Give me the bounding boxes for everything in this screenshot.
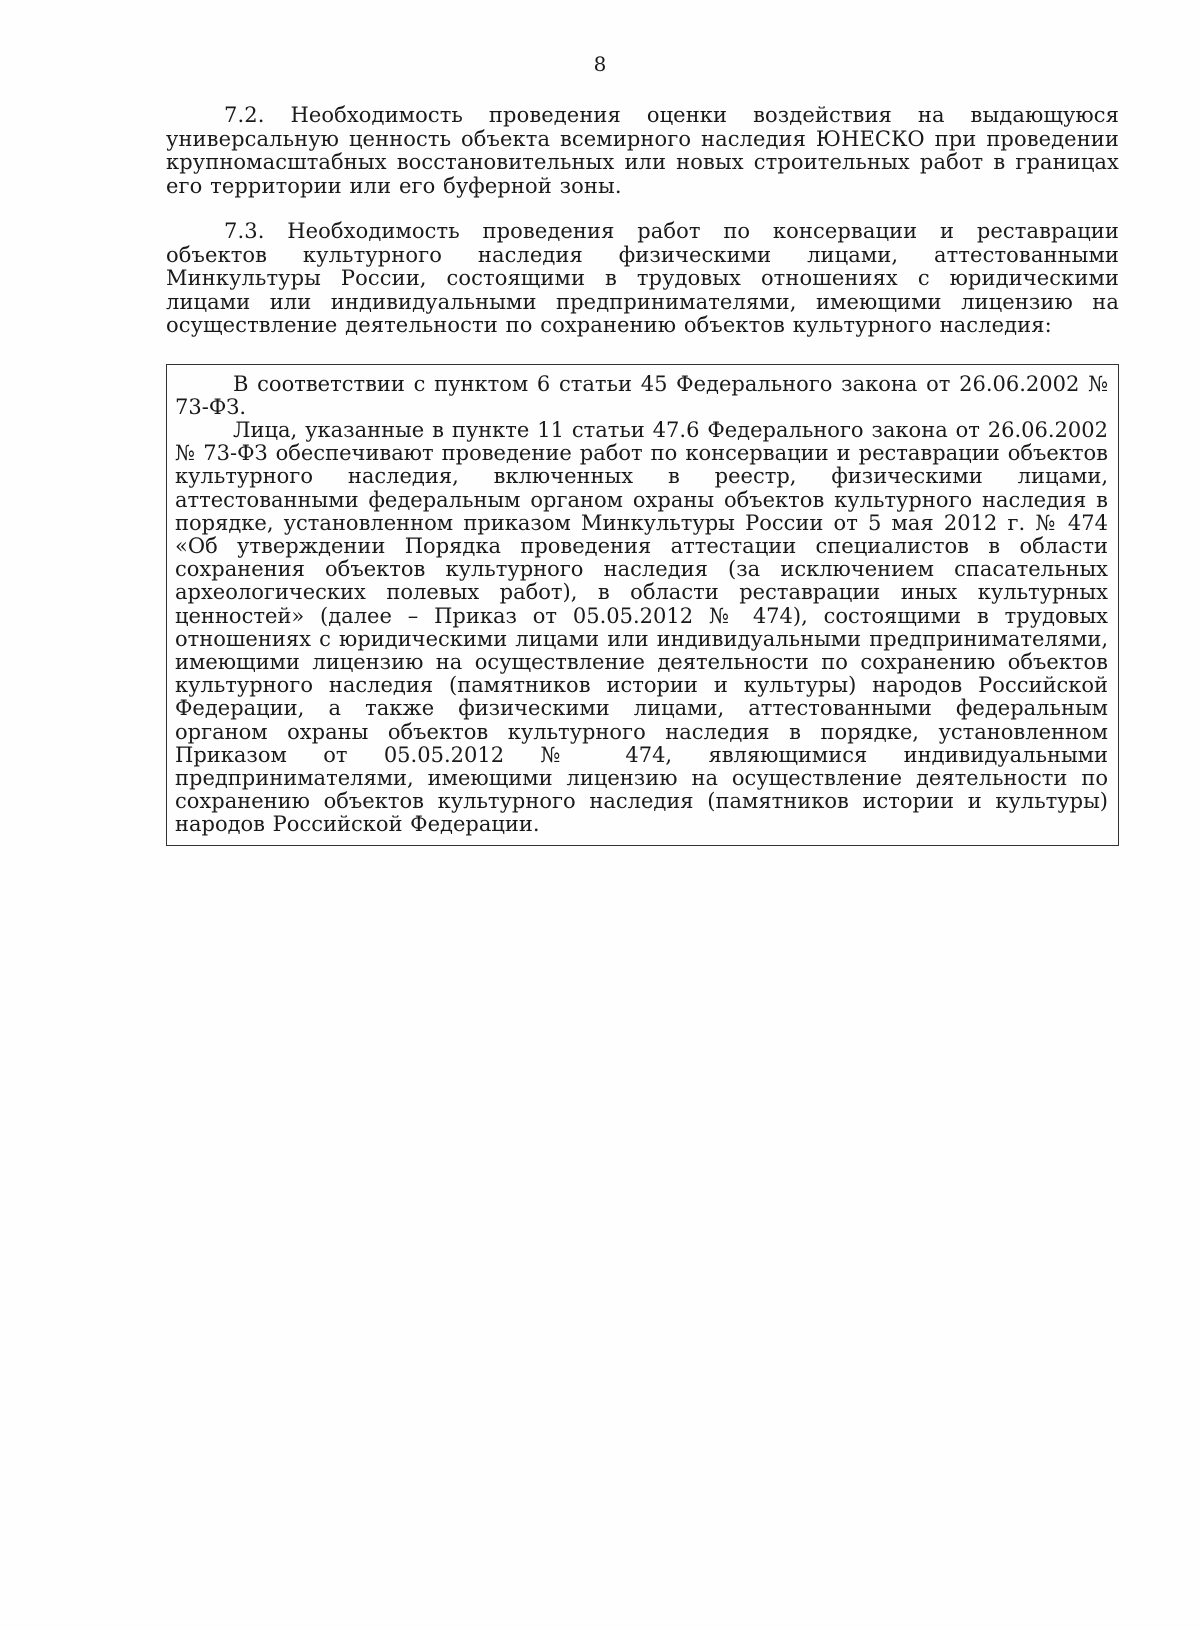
section-7-3: 7.3. Необходимость проведения работ по консервации и реставрации объектов культурного наследия физическими лицами, аттестованными Минкультуры России, состоящими в трудовых отношениях с юридическими лицами или индивидуальными предпринимателями, имеющими лицензию на осуществление деятельности по сохранению объектов культурного наследия: <box>166 219 1119 337</box>
page-number: 8 <box>593 52 607 76</box>
note-paragraph-body: Лица, указанные в пункте 11 статьи 47.6 Федерального закона от 26.06.2002 № 73-ФЗ обеспечивают проведение работ по консервации и реставрации объектов культурного наследия, включенных в реестр, физическими лицами, аттестованными федеральным органом охраны объектов культурного наследия в порядке, установленном приказом Минкультуры России от 5 мая 2012 г. № 474 «Об утверждении Порядка проведения аттестации специалистов в области сохранения объектов культурного наследия (за исключением спасательных археологических полевых работ), в области реставрации иных культурных ценностей» (далее – Приказ от 05.05.2012 № 474), состоящими в трудовых отношениях с юридическими лицами или индивидуальными предпринимателями, имеющими лицензию на осуществление деятельности по сохранению объектов культурного наследия (памятников истории и культуры) народов Российской Федерации, а также физическими лицами, аттестованными федеральным органом охраны объектов культурного наследия в порядке, установленном Приказом от 05.05.2012 № 474, являющимися индивидуальными предпринимателями, имеющими лицензию на осуществление деятельности по сохранению объектов культурного наследия (памятников истории и культуры) народов Российской Федерации. <box>175 417 1108 837</box>
note-paragraph-reference: В соответствии с пунктом 6 статьи 45 Федерального закона от 26.06.2002 № 73-ФЗ. <box>175 371 1108 419</box>
document-body <box>166 104 1119 846</box>
section-7-2: 7.2. Необходимость проведения оценки воздействия на выдающуюся универсальную ценность объекта всемирного наследия ЮНЕСКО при проведении крупномасштабных восстановительных или новых строительных работ в границах его территории или его буферной зоны. <box>166 103 1119 198</box>
legal-note-box <box>166 364 1119 846</box>
